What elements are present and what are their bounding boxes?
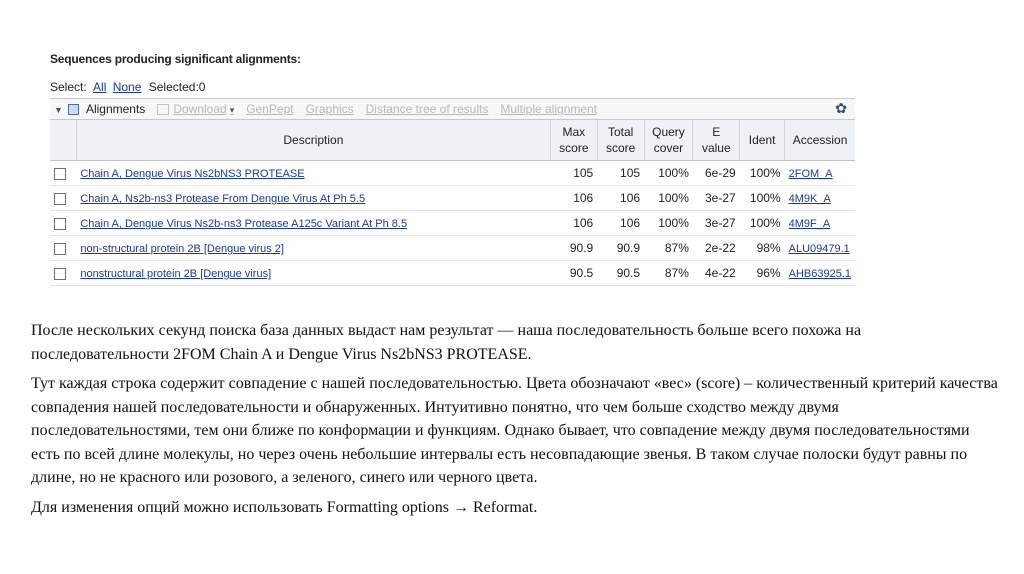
ident-cell: 100%: [740, 161, 785, 186]
genpept-link[interactable]: GenPept: [246, 102, 294, 116]
ident-cell: 96%: [740, 261, 785, 286]
select-controls: [50, 80, 855, 94]
e-value-cell: 2e-22: [693, 236, 740, 261]
select-label: Select:: [50, 80, 87, 94]
description-link[interactable]: Chain A, Dengue Virus Ns2bNS3 PROTEASE: [80, 168, 305, 180]
accession-link[interactable]: ALU09479.1: [788, 243, 850, 255]
e-value-cell: 3e-27: [693, 211, 740, 236]
total-score-cell: 106: [597, 211, 644, 236]
paragraph: После нескольких секунд поиска база данных выдаст нам результат — наша последовательность больше всего похожа на последовательности 2FOM Chain A и Dengue Virus Ns2bNS3 PROTEASE.: [31, 322, 862, 363]
ident-cell: 98%: [740, 236, 785, 261]
query-cover-column-header[interactable]: Query cover: [644, 120, 693, 161]
alignments-menu[interactable]: ▼ Alignments: [54, 102, 146, 116]
description-link[interactable]: nonstructural protein 2B [Dengue virus]: [80, 268, 272, 280]
table-row: [50, 186, 855, 211]
paragraph: Для изменения опций можно использовать Formatting options → Reformat.: [31, 498, 538, 516]
select-all-link[interactable]: All: [93, 80, 107, 94]
accession-link[interactable]: AHB63925.1: [788, 268, 851, 280]
multiple-alignment-link[interactable]: Multiple alignment: [500, 102, 598, 116]
table-header-row: [50, 120, 855, 161]
e-value-cell: 4e-22: [693, 261, 740, 286]
row-checkbox[interactable]: [54, 193, 66, 205]
row-checkbox[interactable]: [54, 218, 66, 230]
max-score-cell: 106: [550, 186, 597, 211]
query-cover-cell: 87%: [644, 236, 693, 261]
total-score-cell: 90.9: [597, 236, 644, 261]
table-row: [50, 261, 855, 286]
max-score-cell: 105: [550, 161, 597, 186]
accession-column-header[interactable]: Accession: [785, 120, 855, 161]
query-cover-cell: 100%: [644, 211, 693, 236]
total-score-column-header[interactable]: Total score: [597, 120, 644, 161]
description-link[interactable]: non-structural protein 2B [Dengue virus 2]: [80, 243, 284, 255]
paragraph: Тут каждая строка содержит совпадение с нашей последовательностью. Цвета обозначают «вес» (score) – количественный критерий качества совпадения нашей последовательности и обнаруженных. Интуитивно понятно, что чем больше сходство между двумя последовательностями, тем они ближе по конформации и функциям. Однако бывает, что совпадение между двумя последовательностями есть по всей длине молекулы, но через очень небольшие интервалы есть несовпадающие звенья. В таком случае полоски будут равны по длине, но не красного или розового, а зеленого, синего или черного цвета.: [31, 375, 998, 486]
accession-link[interactable]: 4M9F_A: [788, 218, 831, 230]
max-score-column-header[interactable]: Max score: [550, 120, 597, 161]
accession-link[interactable]: 2FOM_A: [788, 168, 833, 180]
accession-link[interactable]: 4M9K_A: [788, 193, 831, 205]
e-value-cell: 6e-29: [693, 161, 740, 186]
row-checkbox[interactable]: [54, 168, 66, 180]
row-checkbox[interactable]: [54, 268, 66, 280]
gear-icon[interactable]: ✿: [835, 100, 847, 116]
query-cover-cell: 87%: [644, 261, 693, 286]
max-score-cell: 90.5: [550, 261, 597, 286]
results-table: [50, 120, 855, 286]
table-row: [50, 236, 855, 261]
max-score-cell: 106: [550, 211, 597, 236]
ident-cell: 100%: [740, 186, 785, 211]
alignments-icon: [68, 104, 79, 115]
download-icon: [157, 104, 169, 115]
max-score-cell: 90.9: [550, 236, 597, 261]
alignments-expand-icon: ▼: [54, 105, 63, 115]
graphics-link[interactable]: Graphics: [305, 102, 354, 116]
total-score-cell: 106: [597, 186, 644, 211]
description-column-header[interactable]: Description: [76, 120, 550, 161]
e-value-column-header[interactable]: E value: [693, 120, 740, 161]
select-none-link[interactable]: None: [112, 80, 142, 94]
query-cover-cell: 100%: [644, 186, 693, 211]
e-value-cell: 3e-27: [693, 186, 740, 211]
ident-cell: 100%: [740, 211, 785, 236]
description-link[interactable]: Chain A, Ns2b-ns3 Protease From Dengue Virus At Ph 5.5: [80, 193, 366, 205]
results-toolbar: [50, 98, 855, 120]
chevron-down-icon: ▾: [229, 105, 235, 115]
results-heading: Sequences producing significant alignments:: [50, 52, 301, 66]
table-row: [50, 211, 855, 236]
selected-count: Selected:0: [148, 80, 206, 94]
total-score-cell: 105: [597, 161, 644, 186]
download-menu[interactable]: Download ▾: [157, 102, 234, 116]
blast-results-screenshot: [50, 52, 855, 286]
total-score-cell: 90.5: [597, 261, 644, 286]
explanation-text: [31, 319, 1001, 525]
query-cover-cell: 100%: [644, 161, 693, 186]
row-checkbox[interactable]: [54, 243, 66, 255]
table-row: [50, 161, 855, 186]
description-link[interactable]: Chain A, Dengue Virus Ns2b-ns3 Protease A125c Variant At Ph 8.5: [80, 218, 408, 230]
distance-tree-link[interactable]: Distance tree of results: [365, 102, 489, 116]
checkbox-column-header: [50, 120, 76, 161]
ident-column-header[interactable]: Ident: [740, 120, 785, 161]
